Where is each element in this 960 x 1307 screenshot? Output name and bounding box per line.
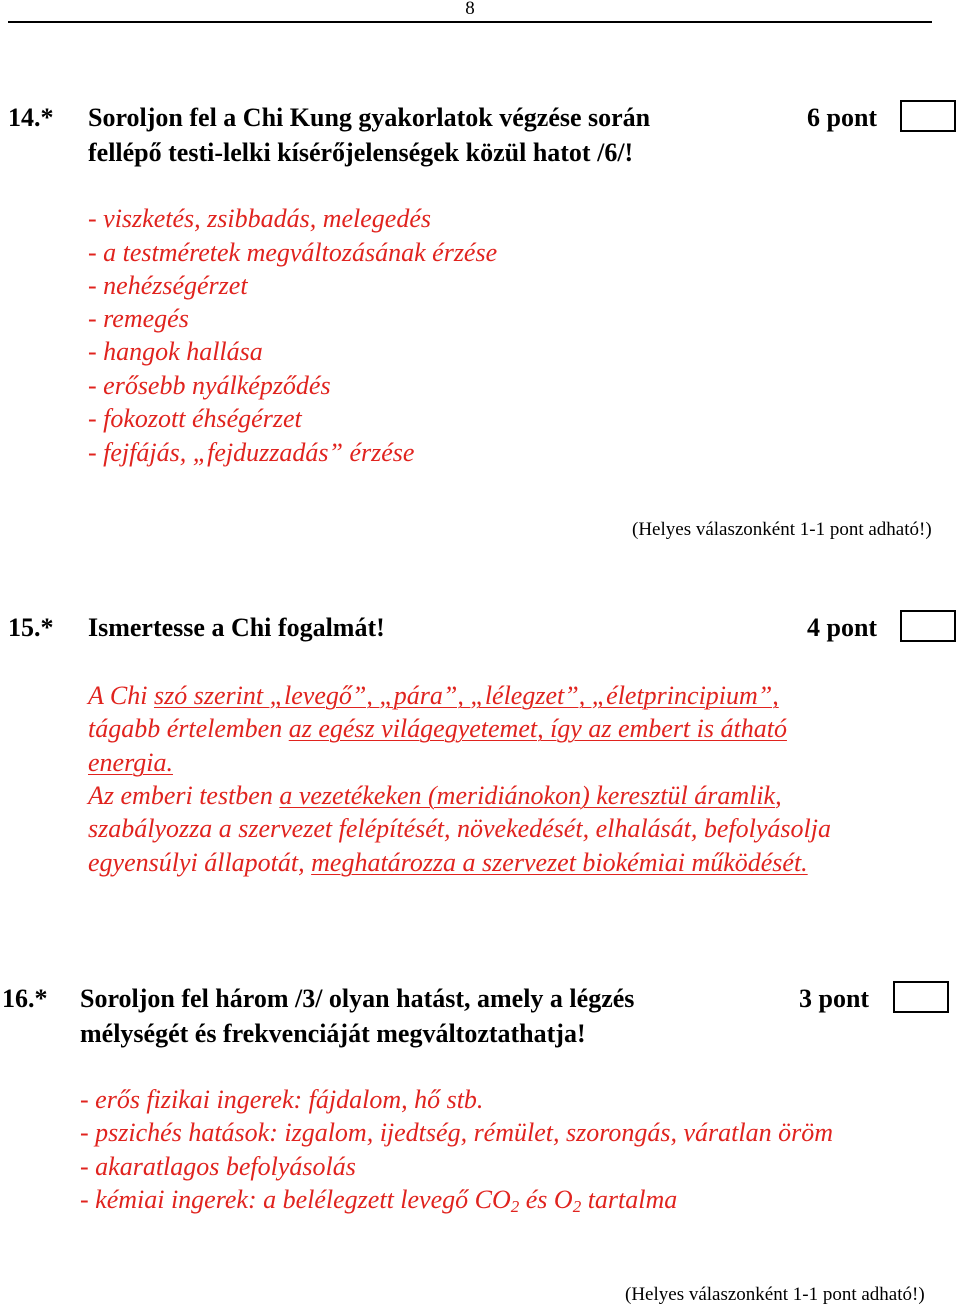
subscript: 2 bbox=[510, 1197, 520, 1216]
q16-answer-item: - erős fizikai ingerek: fájdalom, hő stb. bbox=[80, 1085, 484, 1114]
q16-score-box[interactable] bbox=[893, 981, 949, 1013]
header-rule bbox=[8, 21, 932, 23]
q15-answer-line: tágabb értelemben az egész világegyetemet, így az embert is átható bbox=[88, 714, 787, 743]
q14-points: 6 pont bbox=[807, 103, 878, 132]
underlined-text: energia. bbox=[88, 748, 173, 777]
q14-scoring-note: (Helyes válaszonként 1-1 pont adható!) bbox=[632, 519, 932, 540]
subscript: 2 bbox=[572, 1197, 582, 1216]
q15-question: Ismertesse a Chi fogalmát! bbox=[88, 613, 385, 642]
q14-answer-item: - fejfájás, „fejduzzadás” érzése bbox=[88, 438, 415, 467]
q14-answer-item: - fokozott éhségérzet bbox=[88, 404, 302, 433]
q15-answer-line: Az emberi testben a vezetékeken (meridiánokon) keresztül áramlik, bbox=[88, 781, 782, 810]
q15-points: 4 pont bbox=[807, 613, 878, 642]
q16-question-line1: Soroljon fel három /3/ olyan hatást, amely a légzés bbox=[80, 984, 635, 1013]
q14-score-box[interactable] bbox=[900, 100, 956, 132]
q14-answer-item: - erősebb nyálképződés bbox=[88, 371, 331, 400]
q15-answer-line: A Chi szó szerint „levegő”, „pára”, „lélegzet”, „életprincipium”, bbox=[88, 681, 779, 710]
q16-answer-item: - kémiai ingerek: a belélegzett levegő $CO_2$ és $O_2$ tartalma bbox=[80, 1185, 678, 1216]
q14-answer-item: - a testméretek megváltozásának érzése bbox=[88, 238, 498, 267]
q15-answer-line: szabályozza a szervezet felépítését, növekedését, elhalását, befolyásolja bbox=[88, 814, 831, 843]
page-number: 8 bbox=[465, 0, 475, 19]
q14-answer-item: - nehézségérzet bbox=[88, 271, 248, 300]
q15-answer-line bbox=[88, 748, 173, 778]
q14-answer-item: - remegés bbox=[88, 304, 189, 333]
q15-score-box[interactable] bbox=[900, 610, 956, 642]
q14-answer-item: - hangok hallása bbox=[88, 337, 263, 366]
q16-number: 16.* bbox=[2, 984, 48, 1013]
q14-question-line2: fellépő testi-lelki kísérőjelenségek közül hatot /6/! bbox=[88, 138, 634, 167]
q15-number: 15.* bbox=[8, 613, 54, 642]
underlined-text: szó szerint „levegő”, „pára”, „lélegzet”, „életprincipium”, bbox=[153, 681, 779, 710]
q16-answer-item: - akaratlagos befolyásolás bbox=[80, 1152, 356, 1181]
underlined-text: meghatározza a szervezet biokémiai működését. bbox=[311, 848, 808, 877]
q16-scoring-note: (Helyes válaszonként 1-1 pont adható!) bbox=[625, 1284, 925, 1305]
q14-number: 14.* bbox=[8, 103, 54, 132]
q16-answer-item: - pszichés hatások: izgalom, ijedtség, rémület, szorongás, váratlan öröm bbox=[80, 1118, 833, 1147]
q15-answer-line: egyensúlyi állapotát, meghatározza a szervezet biokémiai működését. bbox=[88, 848, 808, 877]
q16-points: 3 pont bbox=[799, 984, 870, 1013]
q16-question-line2: mélységét és frekvenciáját megváltoztathatja! bbox=[80, 1019, 586, 1048]
underlined-text: a vezetékeken (meridiánokon) keresztül áramlik bbox=[279, 781, 776, 810]
underlined-text: az egész világegyetemet, így az embert is átható bbox=[288, 714, 787, 743]
q14-question-line1: Soroljon fel a Chi Kung gyakorlatok végzése során bbox=[88, 103, 651, 132]
q14-answer-item: - viszketés, zsibbadás, melegedés bbox=[88, 204, 431, 233]
